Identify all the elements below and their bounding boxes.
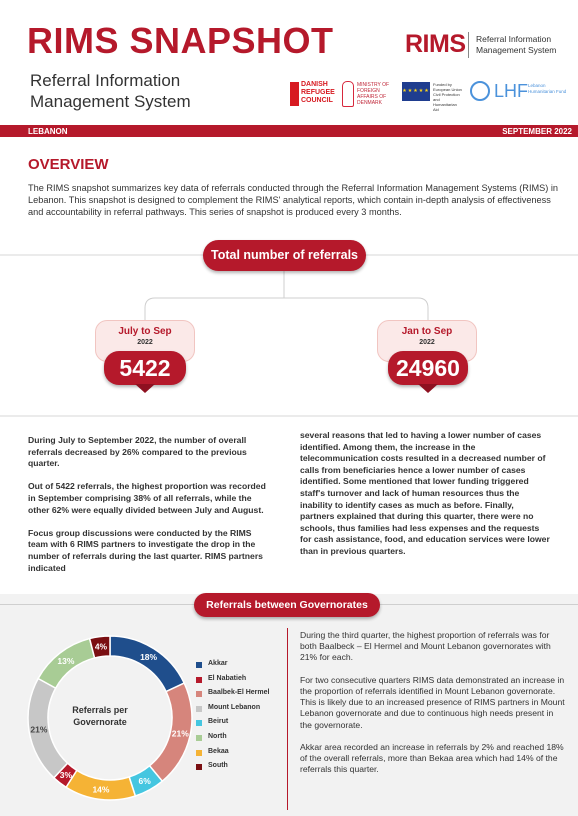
- drc-logo: DANISH REFUGEE COUNCIL: [290, 80, 340, 108]
- eu-echo-logo: ★★★★★ Funded by European Union Civil Protection and Humanitarian Aid: [402, 82, 462, 112]
- crown-crest-icon: [342, 81, 354, 107]
- overview-text: The RIMS snapshot summarizes key data of referrals conducted through the Referral Information Management Systems (RIMS) in Lebanon. This snapshot is designed to complement the RIMS' analytical reports, which contain in-depth analysis of effectiveness and accountability in referral pathways. This series of snapshot is produced every 3 months.: [28, 183, 559, 217]
- legend-item-el-nabatieh: [196, 675, 286, 690]
- country-label: LEBANON: [28, 126, 68, 136]
- column-divider: [287, 628, 288, 810]
- legend-item-south: [196, 762, 286, 777]
- donut-label-south: 4%: [94, 641, 108, 652]
- analysis-right-column: several reasons that led to having a lower number of cases identified. Among them, the increase in the telecommunication costs resulted in a decreased number of calls from beneficiaries hence a lower number of cases identified. Some mentioned that lower funding triggered staff's turnover and lack of human resources thus the inability to identify cases as much as before. Finally, partners explained that during this quarter, there were no schools, thus families had less expenses and the requests for cash assistance, food, and education services were lower than in previous quarters.: [300, 430, 550, 556]
- legend-swatch: [196, 764, 202, 770]
- donut-label-beirut: 6%: [138, 776, 151, 787]
- governorates-paragraph: For two consecutive quarters RIMS data demonstrated an increase in the proportion of referrals identified in Mount Lebanon governorate. This is likely due to an increased presence of RIMS partners in Mount Lebanon governorate and due to continuous high needs present in the governorate.: [300, 674, 565, 730]
- drc-mark-icon: [290, 82, 299, 106]
- donut-label-bekaa: 14%: [92, 784, 110, 795]
- donut-label-baalbek-el-hermel: 21%: [171, 728, 189, 739]
- legend-item-baalbek-el-hermel: [196, 689, 286, 704]
- legend-label: South: [208, 762, 228, 770]
- overview-heading: OVERVIEW: [28, 156, 109, 173]
- ytd-period-year: 2022: [419, 339, 435, 346]
- donut-center-label: Referrals per Governorate: [72, 705, 128, 727]
- date-label: SEPTEMBER 2022: [502, 126, 572, 136]
- count-pointer: [418, 384, 438, 393]
- legend-swatch: [196, 735, 202, 741]
- page-header: [0, 0, 578, 125]
- current-period-label: July to Sep: [118, 326, 172, 337]
- legend-label: Mount Lebanon: [208, 703, 261, 711]
- total-referrals-title: Total number of referrals: [203, 240, 366, 271]
- page-subtitle: Referral Information Management System: [30, 71, 191, 111]
- donut-label-el-nabatieh: 3%: [59, 769, 73, 780]
- legend-swatch: [196, 706, 202, 712]
- current-referral-count: 5422: [104, 351, 186, 385]
- legend-item-bekaa: [196, 748, 286, 763]
- governorates-paragraph: Akkar area recorded an increase in referrals by 2% and reached 18% of the overall referrals, more than Bekaa area which had 14% of the referrals this quarter.: [300, 742, 564, 775]
- governorates-analysis: [300, 630, 565, 787]
- legend-item-north: [196, 733, 286, 748]
- legend-item-akkar: [196, 660, 286, 675]
- lhf-logo: LHF Lebanon Humanitarian Fund: [470, 80, 575, 108]
- legend-label: El Nabatieh: [208, 674, 247, 682]
- analysis-left-column: [28, 435, 273, 586]
- legend-item-beirut: [196, 718, 286, 733]
- current-period-year: 2022: [137, 339, 153, 346]
- count-pointer: [135, 384, 155, 393]
- legend-label: Beirut: [208, 718, 229, 726]
- governorates-paragraph: During the third quarter, the highest proportion of referrals was for both Baalbeck – El Hermel and Mount Lebanon governorates with 21% for each.: [300, 630, 551, 663]
- ytd-period-label: Jan to Sep: [401, 326, 453, 337]
- eu-flag-icon: ★★★★★: [402, 82, 430, 101]
- legend-swatch: [196, 662, 202, 668]
- chart-legend: [196, 660, 286, 777]
- info-band: [0, 125, 578, 137]
- partner-logos: [290, 80, 575, 110]
- analysis-paragraph: During July to September 2022, the number of overall referrals decreased by 26% compared to the previous quarter.: [28, 435, 247, 469]
- governorates-title: Referrals between Governorates: [194, 593, 380, 617]
- donut-label-akkar: 18%: [140, 652, 158, 663]
- analysis-paragraph: Focus group discussions were conducted by the RIMS team with 6 RIMS partners to investigate the drop in the number of referrals during the last quarter. RIMS partners indicated: [28, 527, 263, 573]
- donut-label-mount-lebanon: 21%: [30, 724, 48, 735]
- legend-swatch: [196, 750, 202, 756]
- rims-logo-text: Referral Information Management System: [476, 34, 557, 55]
- page-title: RIMS SNAPSHOT: [27, 20, 334, 61]
- legend-label: Akkar: [208, 660, 228, 667]
- legend-swatch: [196, 677, 202, 683]
- analysis-paragraph: Out of 5422 referrals, the highest proportion was recorded in September comprising 38% of all referrals, while the other 62% were equally divided between July and August.: [28, 481, 266, 515]
- legend-label: North: [208, 732, 227, 740]
- un-emblem-icon: [470, 81, 490, 101]
- rims-logo: RIMS: [405, 30, 466, 58]
- legend-swatch: [196, 691, 202, 697]
- legend-label: Bekaa: [208, 747, 229, 755]
- logo-divider: [468, 32, 469, 58]
- denmark-mfa-logo: MINISTRY OF FOREIGN AFFAIRS OF DENMARK: [342, 80, 394, 108]
- donut-label-north: 13%: [57, 656, 75, 667]
- legend-item-mount-lebanon: [196, 704, 286, 719]
- ytd-referral-count: 24960: [388, 351, 468, 385]
- legend-swatch: [196, 720, 202, 726]
- legend-label: Baalbek-El Hermel: [208, 689, 270, 697]
- donut-slice-akkar: [110, 636, 184, 692]
